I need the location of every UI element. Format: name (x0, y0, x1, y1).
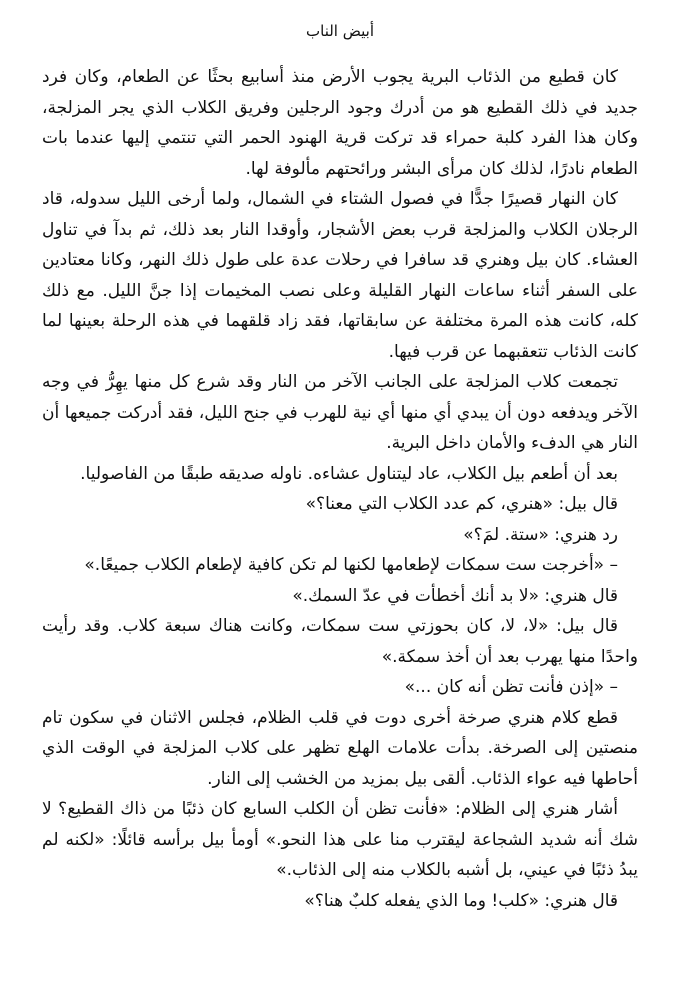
paragraph-seventh-dog: أشار هنري إلى الظلام: «فأنت تظن أن الكلب السابع كان ذئبًا من ذاك القطيع؟ لا شك أنه شديد الشجاعة ليقترب منا على هذا النحو.» أومأ بيل برأسه قائلًا: «لكنه لم يبدُ ذئبًا في عيني، بل أشبه بالكلاب منه إلى الذئاب.» (42, 799, 638, 880)
dialog-line: قال هنري: «لا بد أنك أخطأت في عدّ السمك.» (292, 585, 618, 606)
body-text (42, 62, 638, 916)
paragraph-wolf-pack: كان قطيع من الذئاب البرية يجوب الأرض منذ أسابيع بحثًا عن الطعام، وكان فرد جديد في ذلك القطيع هو من أدرك وجود الرجلين وفريق الكلاب الذي يجر المزلجة، وكان هذا الفرد كلبة حمراء قد تركت قرية الهنود الحمر التي تنتمي إليها عندما بات الطعام نادرًا، لذلك كان مرأى البشر ورائحتهم مألوفة لها. (42, 67, 638, 179)
dialog-line: قال هنري: «كلب! وما الذي يفعله كلبٌ هنا؟» (304, 890, 618, 911)
dialog-line: قال بيل: «هنري، كم عدد الكلاب التي معنا؟» (305, 494, 618, 514)
dialog-line: رد هنري: «ستة. لمَ؟» (463, 524, 618, 545)
dialog-line: – «أخرجت ست سمكات لإطعامها لكنها لم تكن كافية لإطعام الكلاب جميعًا.» (84, 555, 618, 575)
paragraph-dinner: بعد أن أطعم بيل الكلاب، عاد ليتناول عشاءه. ناوله صديقه طبقًا من الفاصوليا. (80, 463, 618, 484)
running-title: أبيض الناب (306, 22, 374, 40)
paragraph-sled-dogs: تجمعت كلاب المزلجة على الجانب الآخر من النار وقد شرع كل منها يهِرُّ في وجه الآخر ويدفعه دون أن يبدي أي منها أي نية للهرب في جنح الليل، فقد أدركت جميعها أن النار هي الدفء والأمان داخل البرية. (42, 372, 638, 453)
paragraph-winter-night: كان النهار قصيرًا جدًّا في فصول الشتاء في الشمال، ولما أرخى الليل سدوله، قاد الرجلان الكلاب والمزلجة قرب بعض الأشجار، وأوقدا النار بعد ذلك، ثم بدآ في تناول العشاء. كان بيل وهنري قد سافرا في رحلات عدة على طول ذلك النهر، وكانا معتادين على السفر أثناء ساعات النهار القليلة وعلى نصب المخيمات إذا جنَّ الليل. مع ذلك كله، كانت هذه المرة مختلفة عن سابقاتها، فقد زاد قلقهما في هذه الرحلة بعينها لما كانت الذئاب تتعقبهما عن قرب فيها. (42, 189, 638, 362)
dialog-line: – «إذن فأنت تظن أنه كان ...» (404, 677, 618, 697)
dialog-line: قال بيل: «لا، لا، كان بحوزتي ست سمكات، وكانت هناك سبعة كلاب. وقد رأيت واحدًا منها يهرب بعد أن أخذ سمكة.» (42, 616, 638, 667)
paragraph-scream: قطع كلام هنري صرخة أخرى دوت في قلب الظلام، فجلس الاثنان في سكون تام منصتين إلى الصرخة. بدأت علامات الهلع تظهر على كلاب المزلجة في الوقت الذي أحاطها فيه عواء الذئاب. ألقى بيل بمزيد من الخشب إلى النار. (42, 707, 638, 789)
